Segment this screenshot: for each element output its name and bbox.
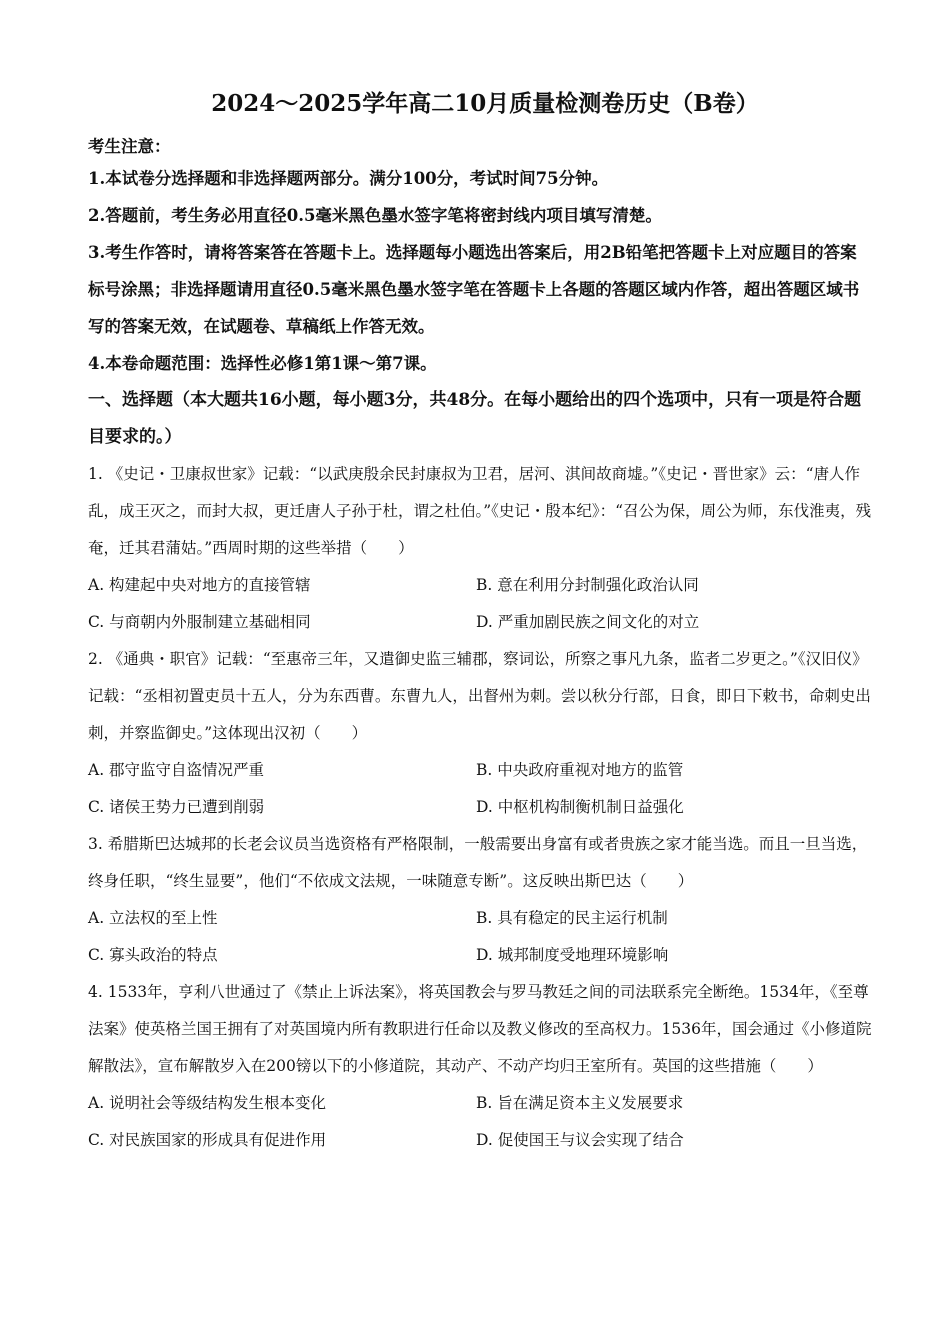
option-c: C. 与商朝内外服制建立基础相同 (88, 613, 311, 631)
option-b: B. 中央政府重视对地方的监管 (476, 761, 684, 779)
option-c: C. 寡头政治的特点 (88, 946, 218, 964)
notice-list (88, 160, 872, 382)
option-a: A. 立法权的至上性 (88, 909, 218, 927)
question-stem: 4. 1533年，亨利八世通过了《禁止上诉法案》，将英国教会与罗马教廷之间的司法联系完全断绝。1534年，《至尊法案》使英格兰国王拥有了对英国境内所有教职进行任命以及教义修改的至高权力。1536年，国会通过《小修道院解散法》，宣布解散岁入在200镑以下的小修道院，其动产、不动产均归王室所有。英国的这些措施（ ） (88, 983, 872, 1075)
section-heading: 一、选择题（本大题共16小题，每小题3分，共48分。在每小题给出的四个选项中，只有一项是符合题目要求的。） (88, 390, 862, 447)
option-a: A. 构建起中央对地方的直接管辖 (88, 576, 311, 594)
option-list (88, 1085, 872, 1159)
option-c: C. 诸侯王势力已遭到削弱 (88, 798, 265, 816)
question-stem: 1. 《史记・卫康叔世家》记载：“以武庚殷余民封康叔为卫君，居河、淇间故商墟。”《史记・晋世家》云：“唐人作乱，成王灭之，而封大叔，更迁唐人子孙于杜，谓之杜伯。”《史记・殷本纪》：“召公为保，周公为师，东伐淮夷，残奄，迁其君蒲姑。”西周时期的这些举措（ ） (88, 465, 872, 557)
option-b: B. 意在利用分封制强化政治认同 (476, 576, 699, 594)
question-1 (88, 456, 872, 641)
option-a: A. 郡守监守自盗情况严重 (88, 761, 265, 779)
option-list (88, 752, 872, 826)
question-stem: 2. 《通典・职官》记载：“至惠帝三年，又遣御史监三辅郡，察词讼，所察之事凡九条，监者二岁更之。”《汉旧仪》记载：“丞相初置吏员十五人，分为东西曹。东曹九人，出督州为刺。尝以秋分行部，日食，即日下敕书，命刺史出刺，并察监御史。”这体现出汉初（ ） (88, 650, 871, 742)
option-d: D. 城邦制度受地理环境影响 (476, 946, 669, 964)
notice-item: 4.本卷命题范围：选择性必修1第1课～第7课。 (88, 354, 437, 373)
question-stem: 3. 希腊斯巴达城邦的长老会议员当选资格有严格限制，一般需要出身富有或者贵族之家才能当选。而且一旦当选，终身任职，“终生显要”，他们“不依成文法规，一味随意专断”。这反映出斯巴达（ ） (88, 835, 868, 890)
option-a: A. 说明社会等级结构发生根本变化 (88, 1094, 327, 1112)
option-c: C. 对民族国家的形成具有促进作用 (88, 1131, 327, 1149)
option-b: B. 旨在满足资本主义发展要求 (476, 1094, 684, 1112)
notice-item: 2.答题前，考生务必用直径0.5毫米黑色墨水签字笔将密封线内项目填写清楚。 (88, 206, 662, 225)
notice-heading: 考生注意： (88, 137, 171, 156)
option-list (88, 567, 872, 641)
option-b: B. 具有稳定的民主运行机制 (476, 909, 668, 927)
option-d: D. 严重加剧民族之间文化的对立 (476, 613, 700, 631)
page-title: 2024～2025学年高二10月质量检测卷历史（B卷） (211, 90, 759, 117)
option-d: D. 促使国王与议会实现了结合 (476, 1131, 684, 1149)
option-list (88, 900, 872, 974)
notice-item: 1.本试卷分选择题和非选择题两部分。满分100分，考试时间75分钟。 (88, 169, 609, 188)
option-d: D. 中枢机构制衡机制日益强化 (476, 798, 684, 816)
question-3 (88, 826, 872, 974)
notice-item: 3.考生作答时，请将答案答在答题卡上。选择题每小题选出答案后，用2B铅笔把答题卡上对应题目的答案标号涂黑；非选择题请用直径0.5毫米黑色墨水签字笔在答题卡上各题的答题区域内作答，超出答题区域书写的答案无效，在试题卷、草稿纸上作答无效。 (88, 243, 860, 336)
question-2 (88, 641, 872, 826)
question-4 (88, 974, 872, 1159)
